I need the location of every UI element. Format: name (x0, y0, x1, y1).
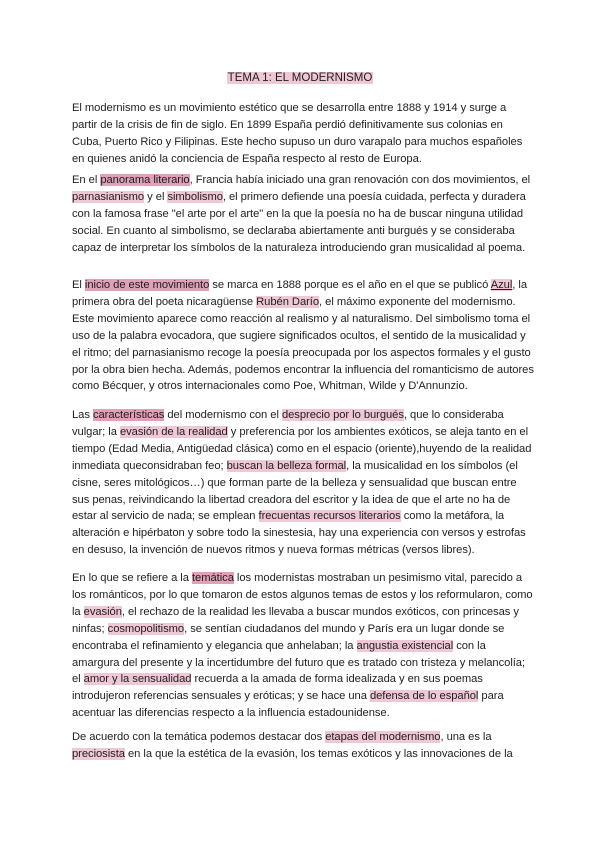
highlight-mark: etapas del modernismo (325, 731, 441, 743)
paragraph-2 (72, 172, 534, 257)
highlight-mark: inicio de este movimiento (84, 279, 210, 291)
paragraph-text: En el panorama literario, Francia había iniciado una gran renovación con dos movimientos, el parnasianismo y el simbolismo, el primero defiende una poesía cuidada, perfecta y duradera con la famosa frase "el arte por el arte" en la que la poesía no ha de buscar ninguna utilidad social. En cuanto al simbolismo, se declaraba abiertamente anti burgués y se consideraba capaz de interpretar los símbolos de la naturaleza introduciendo gran musicalidad al poema. (72, 174, 531, 254)
paragraph-3 (72, 277, 534, 395)
paragraph-1 (72, 100, 534, 168)
title-highlight: TEMA 1: EL MODERNISMO (227, 72, 373, 84)
paragraph-5 (72, 570, 534, 722)
highlight-mark: panorama literario (100, 174, 190, 186)
highlight-mark: angustia existencial (356, 639, 454, 652)
paragraph-text: El inicio de este movimiento se marca en 1888 porque es el año en el que se publicó Azul, la primera obra del poeta nicaragüense Rubén Darío, el máximo exponente del modernismo. Este movimiento aparece como reacción al realismo y al naturalismo. Del simbolismo toma el uso de la palabra evocadora, que sugiere significados ocultos, el sentido de la musicalidad y el ritmo; del parnasianismo recoge la poesía preocupada por los aspectos formales y el gusto por la obra bien hecha. Además, podemos encontrar la influencia del romanticismo de autores como Bécquer, y otros internacionales como Poe, Whitman, Wilde y D'Annunzio. (72, 279, 534, 393)
highlight-mark: Rubén Darío (256, 295, 320, 308)
highlight-mark: amor y la sensualidad (83, 673, 192, 686)
paragraph-text: En lo que se refiere a la temática los modernistas mostraban un pesimismo vital, parecido a los románticos, por lo que tomaron de estos algunos temas de estos y los reformularon, como la evasión, el rechazo de la realidad les llevaba a buscar mundos exóticos, con princesas y ninfas; cosmopolitismo, se sentían ciudadanos del mundo y París era un lugar donde se encontraba el refinamiento y elegancia que anhelaban; la angustia existencial con la amargura del presente y la incertidumbre del futuro que es tratado con tristeza y melancolía; el amor y la sensualidad recuerda a la amada de forma idealizada y en sus poemas introdujeron referencias sensuales y eróticas; y se hace una defensa de lo español para acentuar las diferencias respecto a la influencia estadounidense. (72, 572, 533, 720)
highlight-mark: temática (191, 572, 234, 584)
paragraph-text: De acuerdo con la temática podemos destacar dos etapas del modernismo, una es la preciosista en la que la estética de la evasión, los temas exóticos y las innovaciones de la (72, 731, 513, 760)
highlight-mark: cosmopolitismo (107, 622, 185, 635)
paragraph-4 (72, 407, 534, 559)
paragraph-6 (72, 729, 534, 763)
paragraph-text: Las características del modernismo con el desprecio por lo burgués, que lo consideraba vulgar; la evasión de la realidad y preferencia por los ambientes exóticos, se aleja tanto en el tiempo (Edad Media, Antigüedad clásica) como en el espacio (oriente),huyendo de la realidad inmediata queconsidraban feo; buscan la belleza formal, la musicalidad en los símbolos (el cisne, seres mitológicos…) que forman parte de la belleza y sensualidad que buscan entre sus penas, reivindicando la libertad creadora del escritor y la idea de que el arte no ha de estar al servicio de nada; se emplean frecuentas recursos literarios como la metáfora, la alteración e hipérbaton y sobre todo la sinestesia, hay una experiencia con versos y estrofas en desuso, la invención de nuevos ritmos y nueva formas métricas (versos libres). (72, 409, 532, 557)
highlight-mark: características (92, 409, 165, 421)
highlight-mark: simbolismo (167, 190, 223, 203)
page-title (0, 71, 600, 85)
highlight-mark: desprecio por lo burgués (281, 409, 404, 421)
highlight-mark: preciosista (72, 747, 125, 760)
highlight-mark: buscan la belleza formal (226, 459, 347, 472)
highlight-mark: frecuentas recursos literarios (258, 510, 401, 523)
highlight-mark: Azul (490, 279, 513, 291)
paragraph-text: El modernismo es un movimiento estético que se desarrolla entre 1888 y 1914 y surge a partir de la crisis de fin de siglo. En 1899 España perdió definitivamente sus colonias en Cuba, Puerto Rico y Filipinas. Este hecho supuso un duro varapalo para muchos españoles en quienes anidó la conciencia de España respecto al resto de Europa. (72, 102, 523, 165)
highlight-mark: defensa de lo español (369, 690, 479, 703)
highlight-mark: parnasianismo (72, 190, 145, 203)
highlight-mark: evasión (83, 605, 122, 618)
highlight-mark: evasión de la realidad (119, 425, 228, 438)
